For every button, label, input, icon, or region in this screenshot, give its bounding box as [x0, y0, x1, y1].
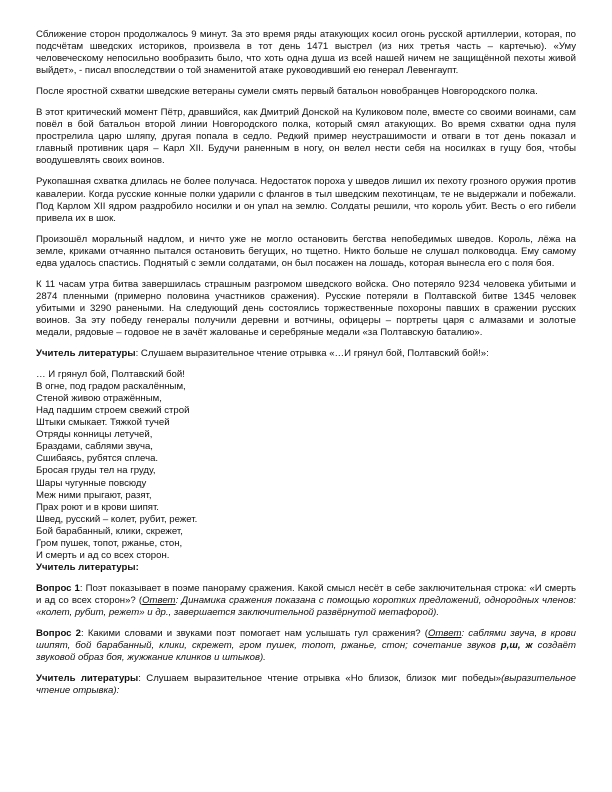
document-page: [36, 29, 576, 706]
answer-1-text: : Динамика сражения показана с помощью коротких предложений, однородных членов: «колет, рубит, режет» и др., завершается заключительной развёрнутой метафорой).: [36, 594, 576, 618]
teacher-reading-2: [36, 673, 576, 697]
question-1: [36, 583, 576, 619]
poem-line: Шары чугунные повсюду: [36, 477, 147, 489]
poem-line: Гром пушек, топот, ржанье, стон,: [36, 537, 183, 549]
poem-line: В огне, под градом раскалённым,: [36, 381, 186, 393]
question-2: [36, 628, 576, 664]
answer-2-text-1: : саблями звуча, в крови шипят, бой барабанный, клики, скрежет, гром пушек, топот, ржанье, стон; сочетание звуков: [36, 628, 576, 652]
question-1-label: Вопрос 1: [36, 582, 80, 594]
poem-line: Бросая груды тел на груду,: [36, 465, 156, 477]
paragraph-5: Произошёл моральный надлом, и ничто уже не могло остановить бегства непобедимых шведов. Король, лёжа на земле, криками отчаянно пытался остановить бегущих, но тщетно. Никто больше не слушал полководца. Ему самому едва удалось спастись. Поднятый с земли солдатами, он был посажен на лошадь, которая вынесла его с поля боя.: [36, 233, 576, 269]
question-2-label: Вопрос 2: [36, 628, 82, 640]
poem-line: Швед, русский – колет, рубит, режет.: [36, 513, 198, 525]
teacher-label: Учитель литературы: [36, 561, 136, 573]
teacher-reading-2-text: : Слушаем выразительное чтение отрывка «Но близок, близок миг победы»: [138, 673, 502, 685]
teacher-label: Учитель литературы: [36, 673, 139, 685]
teacher-reading-1: [36, 348, 576, 360]
poem-excerpt: [36, 369, 576, 562]
teacher-reading-1-text: : Слушаем выразительное чтение отрывка «…И грянул бой, Полтавский бой!»:: [135, 348, 489, 360]
paragraph-1: Сближение сторон продолжалось 9 минут. За это время ряды атакующих косил огонь русской артиллерии, которая, по подсчётам шведских историков, произвела в тот день 1471 выстрел (из них третья часть – картечью). «Уму человеческому непосильно вообразить было, что хоть одна душа из всей нашей ничем не защищённой пехоты живой выйдет», - писал впоследствии о той знаменитой атаке руководивший ею генерал Левенгаупт.: [36, 29, 576, 77]
answer-2-sounds: р,ш, ж: [500, 640, 533, 652]
poem-line: Браздами, саблями звуча,: [36, 441, 153, 453]
poem-line: Отряды конницы летучей,: [36, 429, 153, 441]
poem-line: Бой барабанный, клики, скрежет,: [36, 525, 183, 537]
poem-line: … И грянул бой, Полтавский бой!: [36, 369, 185, 381]
poem-line: Штыки смыкает. Тяжкой тучей: [36, 417, 170, 429]
paragraph-6: К 11 часам утра битва завершилась страшным разгромом шведского войска. Оно потеряло 9234 человека убитыми и 2874 пленными (примерно половина участников сражения). Русские потеряли в Полтавской битве 1345 человек убитыми и 3290 ранеными. На следующий день состоялись торжественные похороны павших в сражении русских воинов. За эту победу генералы получили деревни и вотчины, офицеры – портреты царя с алмазами и золотые медали, рядовые – годовое не в зачёт жалованье и серебряные медали «за Полтавскую баталию».: [36, 278, 576, 338]
answer-2-text-2: создаёт звуковой образ боя, жужжание клинков и штыков).: [36, 640, 576, 664]
teacher-label: Учитель литературы: [36, 348, 136, 360]
poem-line: Прах роют и в крови шипят.: [36, 501, 159, 513]
paragraph-2: После яростной схватки шведские ветераны сумели смять первый батальон новобранцев Новгородского полка.: [36, 86, 538, 98]
poem-line: И смерть и ад со всех сторон.: [36, 549, 170, 561]
paragraph-3: В этот критический момент Пётр, дравшийся, как Дмитрий Донской на Куликовом поле, вместе со своими воинами, сам повёл в бой батальон второй линии Новгородского полка, который смял атакующих. Во время схватки одна пуля прострелила царю шляпу, другая попала в седло. Редкий пример неустрашимости и отваги в тот день показал и главный противник царя – Карл XII. Будучи раненным в ногу, он велел нести себя на носилках в гущу боя, чтобы воодушевлять своих воинов.: [36, 107, 576, 167]
poem-line: Стеной живою отражённым,: [36, 393, 162, 405]
question-2-text: : Какими словами и звуками поэт помогает нам услышать гул сражения? (: [81, 628, 428, 640]
teacher-reading-2-italic: (выразительное чтение отрывка):: [36, 673, 576, 697]
teacher-after-poem: Учитель литературы:: [36, 561, 139, 573]
poem-line: Меж ними прыгают, разят,: [36, 489, 152, 501]
answer-1-label: Ответ: [142, 594, 176, 606]
poem-line: Сшибаясь, рубятся сплеча.: [36, 453, 159, 465]
poem-line: Над падшим строем свежий строй: [36, 405, 190, 417]
paragraph-4: Рукопашная схватка длилась не более получаса. Недостаток пороха у шведов лишил их пехоту грозного оружия против кавалерии. Когда русские конные полки ударили с флангов в тыл шведским пехотинцам, те не выдержали и побежали. Под Карлом XII ядром раздробило носилки и он упал на землю. Солдаты решили, что король убит. Весть о его гибели привела их в шок.: [36, 176, 576, 224]
answer-2-label: Ответ: [427, 628, 462, 640]
question-1-text: : Поэт показывает в поэме панораму сражения. Какой смысл несёт в себе заключительная строка: «И смерть и ад со всех сторон»? (: [36, 582, 576, 606]
